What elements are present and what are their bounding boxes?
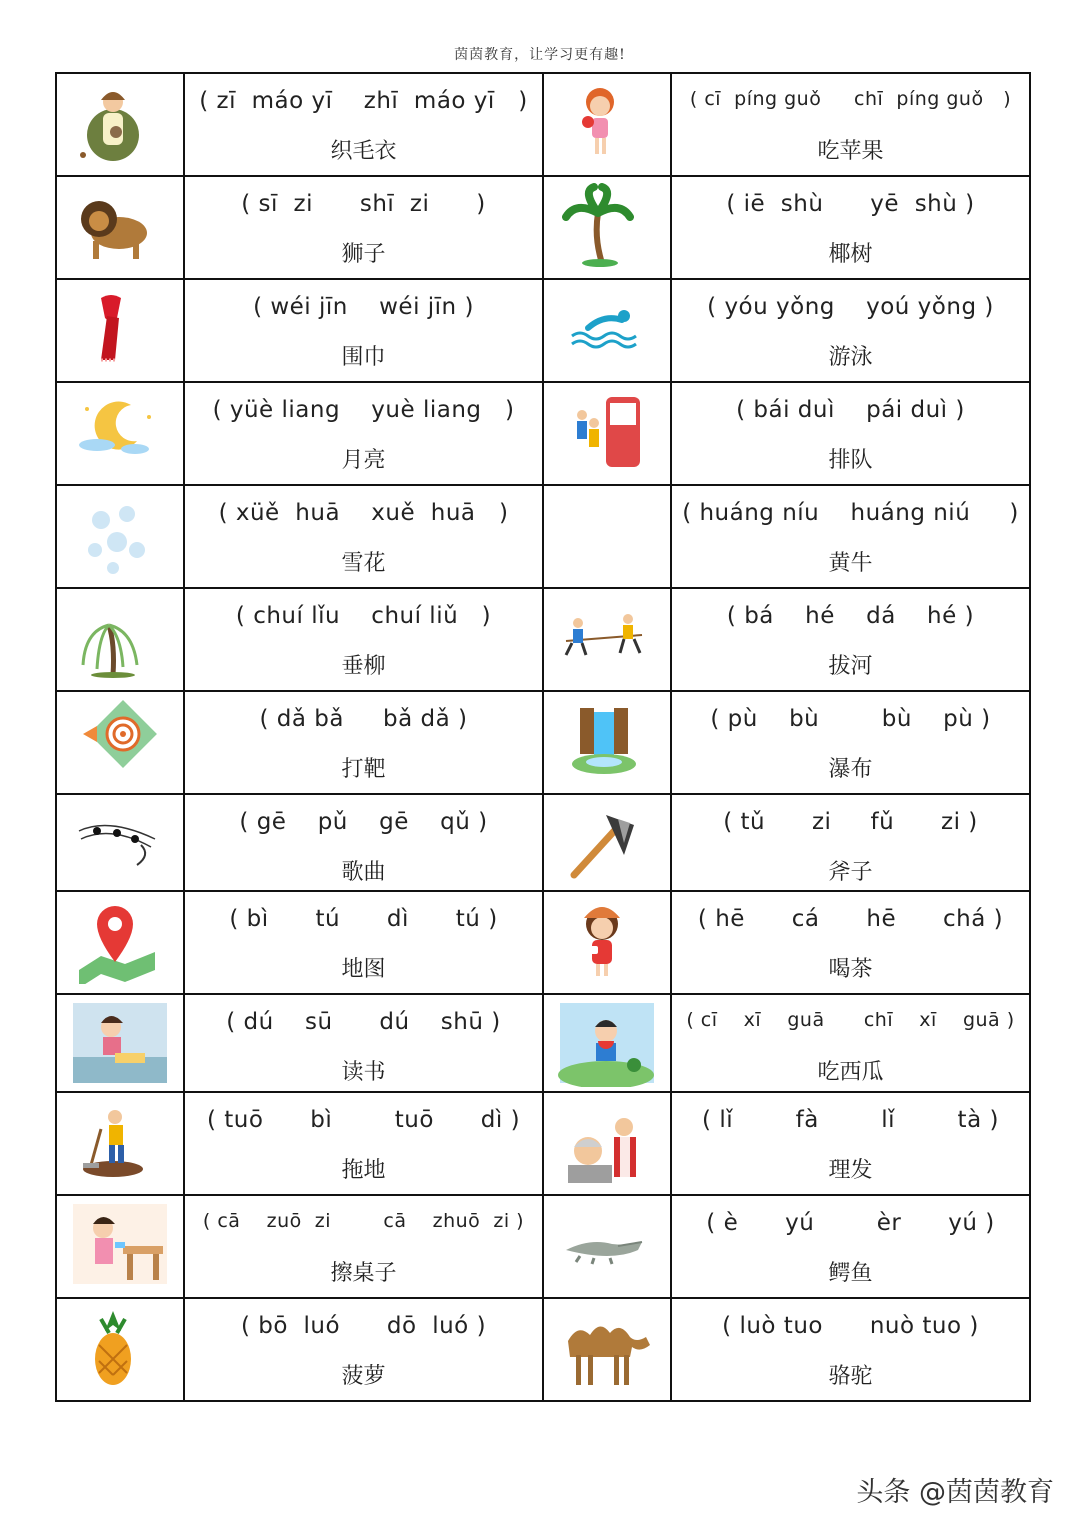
pinyin-text: ( yóu yǒng yoú yǒng ) [707, 294, 994, 320]
pinyin-text: ( è yú èr yú ) [706, 1210, 995, 1236]
pinyin-text: ( bì tú dì tú ) [229, 906, 498, 932]
picture-cell [543, 994, 671, 1092]
music-notes-icon [71, 801, 169, 887]
cow-icon [558, 492, 656, 578]
pinyin-text: ( yüè liang yuè liang ) [212, 397, 515, 423]
table-row [56, 691, 1030, 794]
word-cell [671, 73, 1030, 176]
picture-cell [56, 485, 184, 588]
hanzi-text: 吃西瓜 [817, 1060, 884, 1085]
word-cell [184, 279, 543, 382]
girl-wiping-table-icon [71, 1202, 169, 1288]
waterfall-icon [558, 698, 656, 784]
palm-tree-icon [558, 183, 656, 269]
tug-of-war-icon [558, 595, 656, 681]
word-cell [671, 485, 1030, 588]
hanzi-text: 拔河 [828, 654, 873, 679]
watermark: 头条 @茵茵教育 [856, 1477, 1054, 1508]
picture-cell [543, 1195, 671, 1298]
table-row [56, 382, 1030, 485]
pinyin-text: ( iē shù yē shù ) [726, 191, 975, 217]
table-row [56, 73, 1030, 176]
table-row [56, 176, 1030, 279]
picture-cell [56, 1092, 184, 1195]
table-row [56, 994, 1030, 1092]
hanzi-text: 擦桌子 [330, 1261, 397, 1286]
page-header: 茵茵教育，让学习更有趣! [454, 47, 626, 63]
hanzi-text: 黄牛 [828, 551, 873, 576]
pinyin-text: ( dǎ bǎ bǎ dǎ ) [259, 706, 468, 732]
hanzi-text: 地图 [341, 957, 386, 982]
pinyin-text: ( dú sū dú shū ) [226, 1009, 501, 1035]
table-row [56, 485, 1030, 588]
hanzi-text: 月亮 [341, 448, 386, 473]
picture-cell [56, 588, 184, 691]
crocodile-icon [558, 1202, 656, 1288]
table-row [56, 794, 1030, 891]
pinyin-text: ( xüě huā xuě huā ) [218, 500, 509, 526]
pineapple-icon [71, 1305, 169, 1391]
scarf-icon [71, 286, 169, 372]
pinyin-text: ( hē cá hē chá ) [697, 906, 1004, 932]
word-cell [184, 691, 543, 794]
knitting-woman-icon [71, 80, 169, 166]
pinyin-text: ( luò tuo nuò tuo ) [722, 1313, 979, 1339]
hanzi-text: 骆驼 [828, 1364, 873, 1389]
haircut-icon [558, 1099, 656, 1185]
picture-cell [543, 1092, 671, 1195]
word-cell [184, 1092, 543, 1195]
word-cell [671, 1298, 1030, 1401]
picture-cell [543, 485, 671, 588]
picture-cell [543, 588, 671, 691]
table-row [56, 1092, 1030, 1195]
picture-cell [543, 1298, 671, 1401]
hanzi-text: 排队 [828, 448, 873, 473]
picture-cell [56, 691, 184, 794]
pinyin-text: ( lǐ fà lǐ tà ) [702, 1107, 999, 1133]
camel-icon [558, 1305, 656, 1391]
table-row [56, 1298, 1030, 1401]
word-cell [184, 176, 543, 279]
picture-cell [543, 382, 671, 485]
pinyin-text: ( tǔ zi fǔ zi ) [723, 809, 978, 835]
swimmer-icon [558, 286, 656, 372]
word-cell [671, 994, 1030, 1092]
hanzi-text: 狮子 [341, 242, 386, 267]
word-cell [184, 1298, 543, 1401]
picture-cell [56, 994, 184, 1092]
picture-cell [56, 176, 184, 279]
word-cell [184, 73, 543, 176]
girl-drinking-tea-icon [558, 898, 656, 984]
picture-cell [56, 794, 184, 891]
hanzi-text: 织毛衣 [330, 139, 397, 164]
moon-icon [71, 389, 169, 475]
picture-cell [56, 1298, 184, 1401]
word-cell [671, 891, 1030, 994]
picture-cell [543, 794, 671, 891]
picture-cell [56, 891, 184, 994]
snowflake-icon [71, 492, 169, 578]
pinyin-text: ( huáng níu huáng niú ) [682, 500, 1019, 526]
hanzi-text: 游泳 [828, 345, 873, 370]
hanzi-text: 雪花 [341, 551, 386, 576]
pinyin-text: ( bō luó dō luó ) [240, 1313, 487, 1339]
hanzi-text: 吃苹果 [817, 139, 884, 164]
word-cell [671, 794, 1030, 891]
word-cell [184, 1195, 543, 1298]
hanzi-text: 斧子 [828, 860, 873, 885]
pinyin-text: ( chuí lǐu chuí liǔ ) [235, 603, 492, 629]
word-cell [184, 588, 543, 691]
word-cell [671, 691, 1030, 794]
hanzi-text: 垂柳 [341, 654, 386, 679]
picture-cell [56, 279, 184, 382]
table-row [56, 279, 1030, 382]
hanzi-text: 打靶 [341, 757, 386, 782]
pinyin-text: ( bái duì pái duì ) [736, 397, 965, 423]
pinyin-text: ( tuō bì tuō dì ) [206, 1107, 521, 1133]
hanzi-text: 拖地 [341, 1158, 386, 1183]
hanzi-text: 理发 [828, 1158, 873, 1183]
hanzi-text: 围巾 [341, 345, 386, 370]
pinyin-text: ( zī máo yī zhī máo yī ) [199, 88, 528, 114]
table-row [56, 1195, 1030, 1298]
pinyin-text: ( cī píng guǒ chī píng guǒ ) [689, 88, 1012, 110]
lion-icon [71, 183, 169, 269]
pinyin-text: ( pù bù bù pù ) [710, 706, 991, 732]
hanzi-text: 歌曲 [341, 860, 386, 885]
axe-icon [558, 801, 656, 887]
pinyin-text: ( bá hé dá hé ) [726, 603, 975, 629]
word-cell [184, 382, 543, 485]
girl-eating-apple-icon [558, 80, 656, 166]
word-cell [671, 1195, 1030, 1298]
hanzi-text: 读书 [341, 1060, 386, 1085]
willow-tree-icon [71, 595, 169, 681]
table-row [56, 891, 1030, 994]
mopping-icon [71, 1099, 169, 1185]
picture-cell [543, 279, 671, 382]
hanzi-text: 瀑布 [828, 757, 873, 782]
hanzi-text: 喝茶 [828, 957, 873, 982]
word-cell [671, 382, 1030, 485]
target-icon [71, 698, 169, 784]
word-cell [184, 794, 543, 891]
hanzi-text: 菠萝 [341, 1364, 386, 1389]
map-pin-icon [71, 898, 169, 984]
girl-reading-icon [71, 1001, 169, 1087]
word-cell [671, 279, 1030, 382]
pinyin-text: ( sī zi shī zi ) [241, 191, 486, 217]
pinyin-text: ( cā zuō zi cā zhuō zi ) [202, 1210, 525, 1232]
word-cell [671, 176, 1030, 279]
picture-cell [543, 691, 671, 794]
picture-cell [56, 73, 184, 176]
table-row [56, 588, 1030, 691]
hanzi-text: 椰树 [828, 242, 873, 267]
picture-cell [543, 176, 671, 279]
boy-eating-watermelon-icon [558, 1001, 656, 1087]
word-cell [184, 891, 543, 994]
pinyin-text: ( gē pǔ gē qǔ ) [239, 809, 488, 835]
pinyin-text: ( wéi jīn wéi jīn ) [253, 294, 474, 320]
vocab-table [55, 72, 1031, 1402]
word-cell [184, 994, 543, 1092]
word-cell [671, 1092, 1030, 1195]
word-cell [671, 588, 1030, 691]
word-cell [184, 485, 543, 588]
picture-cell [56, 382, 184, 485]
picture-cell [543, 73, 671, 176]
pinyin-text: ( cī xī guā chī xī guā ) [686, 1009, 1015, 1031]
queue-icon [558, 389, 656, 475]
hanzi-text: 鳄鱼 [828, 1261, 873, 1286]
picture-cell [56, 1195, 184, 1298]
picture-cell [543, 891, 671, 994]
